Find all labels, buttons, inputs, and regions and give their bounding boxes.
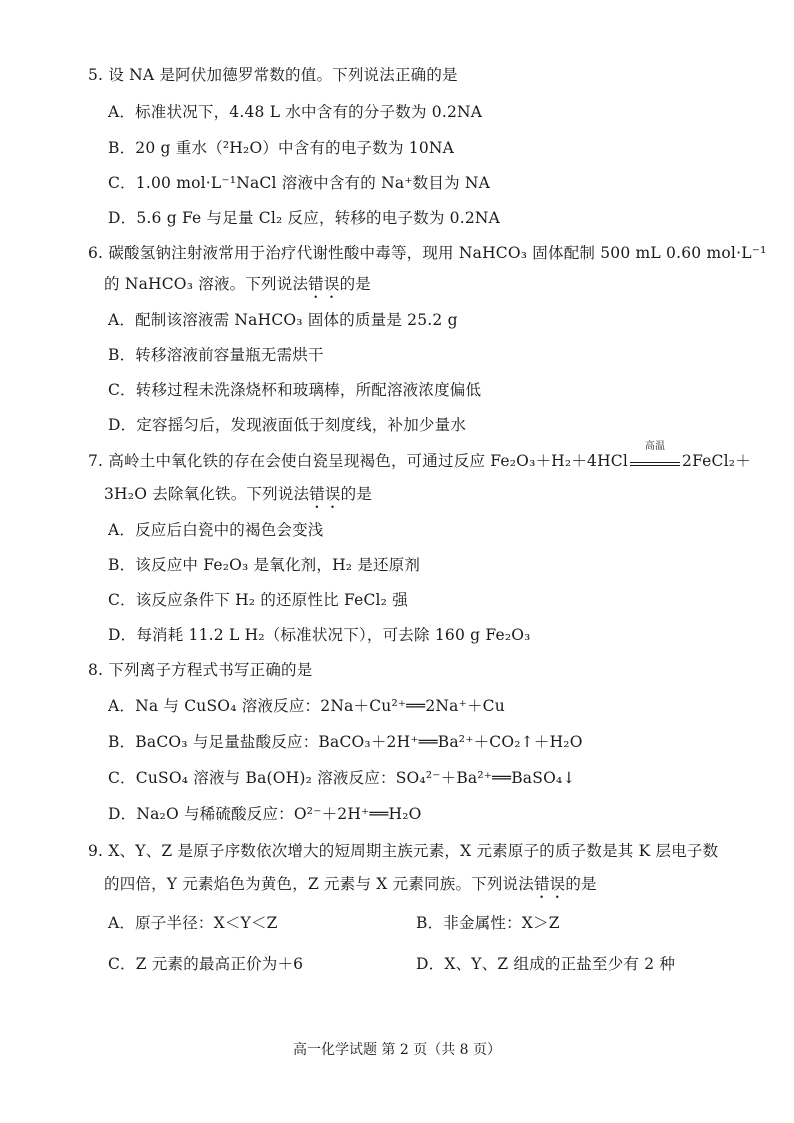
- question-9-text: X、Y、Z 是原子序数依次增大的短周期主族元素，X 元素原子的质子数是其 K 层电子数: [108, 842, 719, 860]
- option-text: 转移溶液前容量瓶无需烘干: [135, 346, 324, 364]
- option-label: D．: [416, 955, 445, 973]
- reaction-condition-arrow: [630, 441, 680, 466]
- emphasis-word: 错误: [533, 875, 566, 893]
- option-text: 反应后白瓷中的褐色会变浅: [135, 521, 324, 539]
- option-label: C．: [108, 769, 136, 787]
- question-6-option-d: [108, 414, 466, 436]
- question-5-number: 5.: [88, 66, 104, 84]
- stem-text: 的 NaHCO₃ 溶液。下列说法: [104, 275, 309, 293]
- option-text: 该反应条件下 H₂ 的还原性比 FeCl₂ 强: [135, 591, 408, 609]
- option-text: 转移过程未洗涤烧杯和玻璃棒，所配溶液浓度偏低: [135, 381, 482, 399]
- option-label: A．: [108, 914, 136, 932]
- option-text: 该反应中 Fe₂O₃ 是氧化剂，H₂ 是还原剂: [135, 556, 421, 574]
- question-6-option-a: [108, 309, 458, 331]
- option-text: Z 元素的最高正价为＋6: [135, 955, 304, 973]
- stem-text: 3H₂O 去除氧化铁。下列说法: [104, 485, 310, 503]
- option-label: C．: [108, 381, 136, 399]
- question-6-number: 6.: [88, 244, 104, 262]
- question-5-option-b: [108, 137, 454, 159]
- option-text: X、Y、Z 组成的正盐至少有 2 种: [444, 955, 676, 973]
- option-label: D．: [108, 626, 137, 644]
- option-text: 非金属性：X＞Z: [443, 914, 560, 932]
- question-5-option-a: [108, 101, 482, 123]
- option-label: A．: [108, 521, 136, 539]
- stem-text: 的是: [565, 875, 597, 893]
- question-7-text: 高岭土中氧化铁的存在会使白瓷呈现褐色，可通过反应 Fe₂O₃＋H₂＋4HCl: [108, 452, 629, 470]
- option-text: 5.6 g Fe 与足量 Cl₂ 反应，转移的电子数为 0.2NA: [136, 209, 501, 227]
- stem-text: 的四倍，Y 元素焰色为黄色，Z 元素与 X 元素同族。下列说法: [104, 875, 534, 893]
- reaction-condition: 高温: [644, 441, 666, 452]
- question-9-number: 9.: [88, 842, 104, 860]
- option-label: C．: [108, 591, 136, 609]
- option-text: BaCO₃ 与足量盐酸反应：BaCO₃＋2H⁺══Ba²⁺＋CO₂↑＋H₂O: [135, 733, 583, 751]
- question-8-option-d: [108, 803, 422, 825]
- option-text: 20 g 重水（²H₂O）中含有的电子数为 10NA: [135, 139, 455, 157]
- question-5-text: 设 NA 是阿伏加德罗常数的值。下列说法正确的是: [108, 66, 458, 84]
- question-6-stem: [88, 242, 767, 264]
- option-label: B．: [416, 914, 444, 932]
- question-8-option-a: [108, 695, 505, 717]
- question-8-option-c: [108, 767, 576, 789]
- stem-text: 的是: [339, 275, 371, 293]
- option-text: 每消耗 11.2 L H₂（标准状况下），可去除 160 g Fe₂O₃: [136, 626, 531, 644]
- question-8-stem: [88, 659, 312, 681]
- option-text: 标准状况下，4.48 L 水中含有的分子数为 0.2NA: [135, 103, 483, 121]
- question-7-stem: [88, 441, 751, 472]
- option-label: B．: [108, 139, 136, 157]
- option-label: A．: [108, 697, 136, 715]
- option-label: C．: [108, 174, 136, 192]
- page-footer: 高一化学试题 第 2 页（共 8 页）: [292, 1042, 502, 1058]
- emphasis-word: 错误: [309, 485, 341, 503]
- question-7-option-d: [108, 624, 531, 646]
- question-8-text: 下列离子方程式书写正确的是: [108, 661, 313, 679]
- question-9-option-d: [416, 953, 675, 975]
- question-6-option-c: [108, 379, 481, 401]
- stem-text: 的是: [340, 485, 373, 503]
- question-7-number: 7.: [88, 452, 104, 470]
- option-label: D．: [108, 416, 137, 434]
- option-label: B．: [108, 346, 136, 364]
- question-5-option-c: [108, 172, 490, 194]
- question-9-stem: [88, 840, 718, 862]
- question-9-option-b: [416, 912, 560, 934]
- option-label: A．: [108, 311, 136, 329]
- question-8-option-b: [108, 731, 583, 753]
- option-text: Na 与 CuSO₄ 溶液反应：2Na＋Cu²⁺══2Na⁺＋Cu: [135, 697, 505, 715]
- option-label: A．: [108, 103, 136, 121]
- question-6-option-b: [108, 344, 324, 366]
- option-label: B．: [108, 733, 136, 751]
- question-9-option-c: [108, 953, 303, 975]
- option-text: 1.00 mol·L⁻¹NaCl 溶液中含有的 Na⁺数目为 NA: [135, 174, 491, 192]
- question-6-stem-continued: [104, 273, 371, 302]
- option-text: 配制该溶液需 NaHCO₃ 固体的质量是 25.2 g: [135, 311, 458, 329]
- option-text: 定容摇匀后，发现液面低于刻度线，补加少量水: [136, 416, 467, 434]
- question-9-option-a: [108, 912, 278, 934]
- question-7-option-a: [108, 519, 324, 541]
- option-text: CuSO₄ 溶液与 Ba(OH)₂ 溶液反应：SO₄²⁻＋Ba²⁺══BaSO₄↓: [135, 769, 576, 787]
- option-label: C．: [108, 955, 136, 973]
- option-label: D．: [108, 805, 137, 823]
- emphasis-word: 错误: [308, 275, 340, 293]
- question-8-number: 8.: [88, 661, 104, 679]
- question-9-stem-continued: [104, 873, 597, 902]
- question-7-option-c: [108, 589, 408, 611]
- question-5-option-d: [108, 207, 500, 229]
- question-7-option-b: [108, 554, 420, 576]
- option-text: Na₂O 与稀硫酸反应：O²⁻＋2H⁺══H₂O: [136, 805, 422, 823]
- option-text: 原子半径：X＜Y＜Z: [135, 914, 278, 932]
- question-6-text: 碳酸氢钠注射液常用于治疗代谢性酸中毒等，现用 NaHCO₃ 固体配制 500 mL 0.60 mol·L⁻¹: [108, 244, 767, 262]
- option-label: B．: [108, 556, 136, 574]
- option-label: D．: [108, 209, 137, 227]
- question-7-stem-continued: [104, 483, 372, 512]
- question-5-stem: [88, 64, 458, 86]
- stem-text: 2FeCl₂＋: [682, 452, 751, 470]
